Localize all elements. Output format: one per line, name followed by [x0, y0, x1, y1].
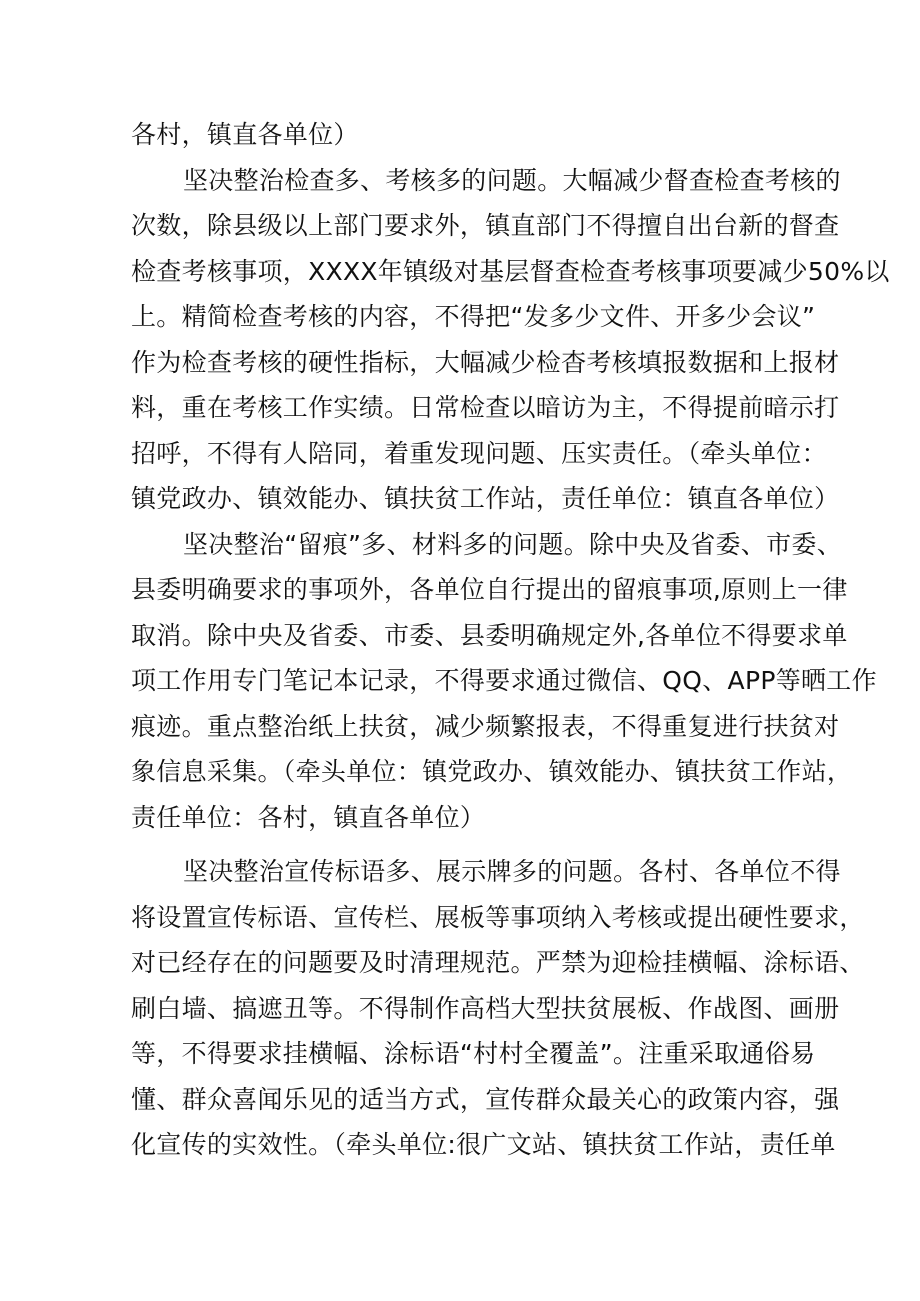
text-line: 作为检查考核的硬性指标，大幅减少检杳考核填报数据和上报材: [131, 347, 840, 377]
text-line: 检查考核事项，XXXX年镇级对基层督查检查考核事项要减少50%以: [131, 256, 890, 286]
paragraph-gap: [131, 840, 811, 849]
text-line: 项工作用专门笔记本记录，不得要求通过微信、QQ、APP等晒工作: [131, 666, 877, 695]
text-line: 懂、群众喜闻乐见的适当方式，宣传群众最关心的政策内容，强: [131, 1084, 840, 1114]
text-line: 象信息采集。（牵头单位：镇党政办、镇效能办、镇扶贫工作站，: [131, 757, 853, 786]
text-line: 各村，镇直各单位）: [131, 120, 359, 149]
text-line: 取消。除中央及省委、市委、县委明确规定外,各单位不得要求单: [131, 620, 848, 650]
document-body: [131, 112, 890, 1168]
text-line: 责任单位：各村，镇直各单位）: [131, 802, 486, 832]
text-line: 等，不得要求挂横幅、涂标语“村村全覆盖”。注重采取通俗易: [131, 1039, 816, 1068]
text-line: 上。精简检查考核的内容，不得把“发多少文件、开多少会议”: [131, 302, 816, 331]
text-line: 镇党政办、镇效能办、镇扶贫工作站，责任单位：镇直各单位）: [131, 484, 840, 513]
text-line: 刷白墙、搞遮丑等。不得制作高档大型扶贫展板、作战图、画册: [131, 993, 840, 1023]
text-line: 将设置宣传标语、宣传栏、展板等事项纳入考核或提出硬性要求，: [131, 902, 865, 932]
text-line: 招呼，不得有人陪同，着重发现问题、压实责任。（牵头单位：: [131, 438, 827, 468]
paragraph-first-line: 坚决整治“留痕”多、材料多的问题。除中央及省委、市委、: [183, 529, 843, 559]
paragraph-first-line: 坚决整治宣传标语多、展示牌多的问题。各村、各单位不得: [183, 857, 841, 886]
text-line: 料，重在考核工作实绩。日常检查以暗访为主，不得提前暗示打: [131, 393, 840, 422]
text-line: 县委明确要求的事项外，各单位自行提出的留痕事项,原则上一律: [131, 575, 848, 604]
text-line: 痕迹。重点整治纸上扶贫，减少频繁报表，不得重复进行扶贫对: [131, 711, 840, 741]
text-line: 对已经存在的问题要及时清理规范。严禁为迎检挂横幅、涂标语、: [131, 948, 865, 977]
text-line: 化宣传的实效性。（牵头单位:很广文站、镇扶贫工作站，责任单: [131, 1130, 836, 1159]
text-line: 次数，除县级以上部门要求外，镇直部门不得擅自出台新的督查: [131, 211, 840, 240]
paragraph-first-line: 坚决整治检查多、考核多的问题。大幅减少督查检查考核的: [183, 165, 841, 195]
